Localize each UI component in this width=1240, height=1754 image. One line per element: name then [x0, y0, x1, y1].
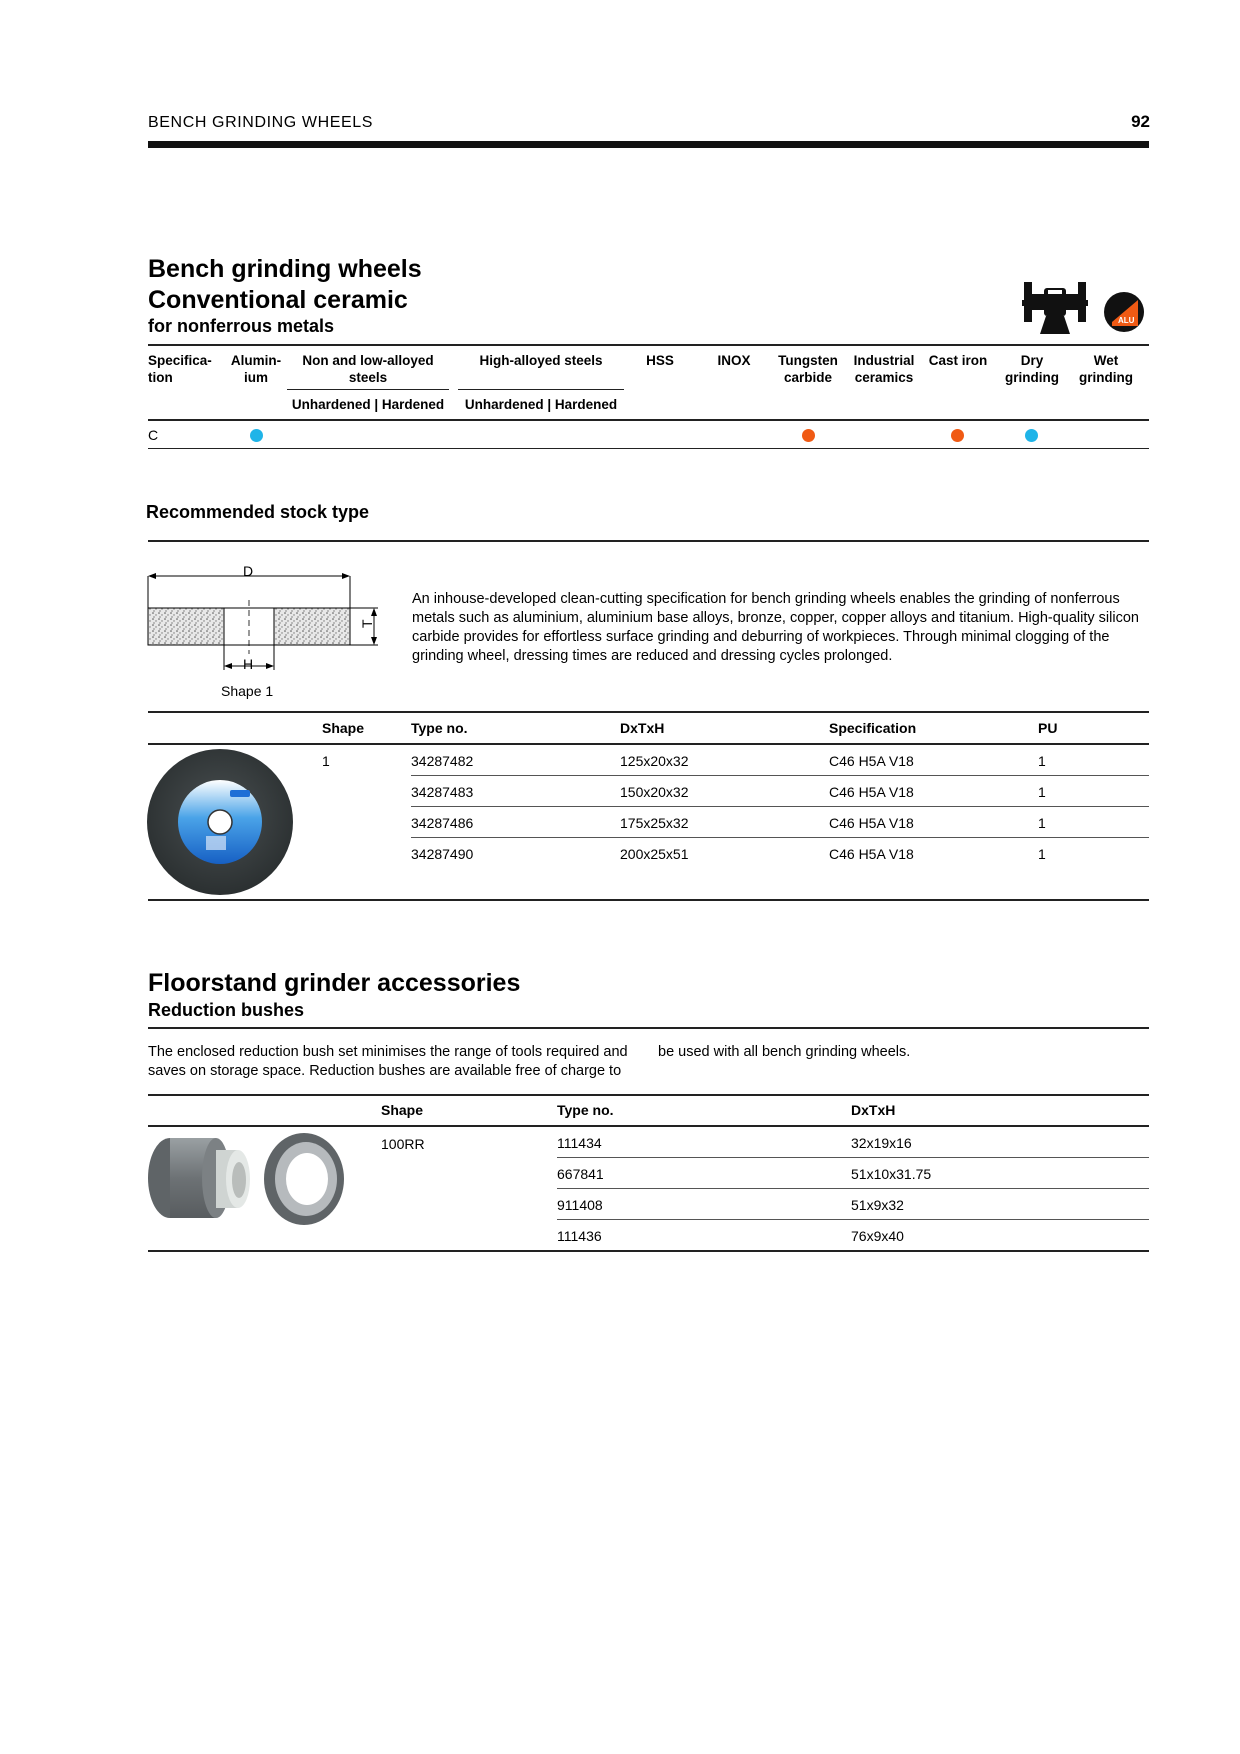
bush-row-type: 911408 [557, 1197, 603, 1213]
accessories-subtitle: Reduction bushes [148, 1000, 305, 1020]
dot-cast-iron [951, 429, 964, 442]
stock-row-dim: 175x25x32 [620, 815, 689, 831]
stock-row-divider [411, 775, 1149, 776]
col-non-low-alloyed: Non and low-alloyed steels [302, 353, 434, 385]
col-wet-grinding: Wet grinding [1079, 353, 1133, 385]
stock-row-dim: 200x25x51 [620, 846, 689, 862]
diagram-caption: Shape 1 [221, 683, 274, 699]
stock-row-pu: 1 [1038, 784, 1046, 800]
bush-table-header-rule [148, 1125, 1149, 1127]
stock-row-pu: 1 [1038, 753, 1046, 769]
running-header: BENCH GRINDING WHEELS [148, 114, 374, 131]
bush-row-type: 667841 [557, 1166, 604, 1182]
application-table-header-rule [148, 419, 1149, 421]
stock-heading: Recommended stock type [146, 502, 370, 522]
stock-row-type: 34287486 [411, 815, 474, 831]
col-tungsten-carbide: Tungsten carbide [778, 353, 838, 385]
bush-row-divider [557, 1219, 1149, 1220]
bench-grinder-icon [1022, 280, 1090, 336]
stock-row-type: 34287482 [411, 753, 474, 769]
stock-col-spec: Specification [829, 720, 917, 736]
accessories-text-col2: be used with all bench grinding wheels. [658, 1044, 911, 1060]
header-rule [148, 141, 1149, 148]
stock-row-dim: 150x20x32 [620, 784, 689, 800]
sub-rule-non-low [287, 389, 449, 390]
bush-table-top-rule [148, 1094, 1149, 1096]
stock-col-pu: PU [1038, 720, 1058, 736]
stock-row-type: 34287483 [411, 784, 474, 800]
diagram-label-h: H [243, 656, 254, 672]
stock-col-dim: DxTxH [620, 720, 665, 736]
stock-row-spec: C46 H5A V18 [829, 784, 914, 800]
bush-col-shape: Shape [381, 1102, 424, 1118]
alu-badge-label: ALU [1118, 316, 1135, 325]
col-dry-grinding: Dry grinding [1005, 353, 1059, 385]
product-title-line1: Bench grinding wheels [148, 255, 422, 283]
diagram-label-t: T [359, 619, 375, 628]
dot-dry-grinding [1025, 429, 1038, 442]
alu-badge-icon [1104, 292, 1144, 332]
stock-row-pu: 1 [1038, 815, 1046, 831]
stock-row-type: 34287490 [411, 846, 474, 862]
stock-row-divider [411, 806, 1149, 807]
sub-high-hardness: Unhardened | Hardened [464, 397, 618, 412]
bush-shape-value: 100RR [381, 1136, 425, 1152]
diagram-label-d: D [243, 563, 254, 579]
bush-row-divider [557, 1157, 1149, 1158]
accessories-heading-rule [148, 1027, 1149, 1029]
bush-row-dim: 32x19x16 [851, 1135, 912, 1151]
application-table-top-rule [148, 344, 1149, 346]
col-high-alloyed: High-alloyed steels [479, 353, 603, 368]
dot-tungsten-carbide [802, 429, 815, 442]
accessories-text-col1: The enclosed reduction bush set minimises the range of tools required and saves on storage space. Reduction bushes are available free of charge to [148, 1044, 628, 1079]
col-industrial-ceramics: Industrial ceramics [853, 353, 915, 385]
product-subtitle: for nonferrous metals [148, 316, 335, 336]
application-table-bottom-rule [148, 448, 1149, 449]
stock-row-divider [411, 837, 1149, 838]
bush-row-dim: 76x9x40 [851, 1228, 904, 1244]
accessories-title: Floorstand grinder accessories [148, 969, 521, 997]
stock-col-shape: Shape [322, 720, 365, 736]
bush-row-type: 111436 [557, 1228, 602, 1244]
bush-row-dim: 51x10x31.75 [851, 1166, 932, 1182]
sub-rule-high [458, 389, 624, 390]
product-title-line2: Conventional ceramic [148, 286, 408, 314]
dot-aluminium [250, 429, 263, 442]
stock-heading-rule [148, 540, 1149, 542]
bush-row-dim: 51x9x32 [851, 1197, 904, 1213]
shape-1-diagram [146, 558, 386, 698]
sub-non-low-hardness: Unhardened | Hardened [291, 397, 445, 412]
col-aluminium: Alumin- ium [230, 353, 282, 385]
stock-shape-value: 1 [322, 753, 330, 769]
col-specification: Specifica- tion [148, 353, 212, 385]
alu-badge [1104, 292, 1144, 332]
stock-table-top-rule [148, 711, 1149, 713]
stock-row-pu: 1 [1038, 846, 1046, 862]
row-spec-value: C [148, 427, 159, 443]
stock-table-bottom-rule [148, 899, 1149, 901]
stock-row-spec: C46 H5A V18 [829, 815, 914, 831]
col-hss: HSS [646, 353, 674, 368]
bush-table-bottom-rule [148, 1250, 1149, 1252]
stock-col-type: Type no. [411, 720, 468, 736]
stock-row-spec: C46 H5A V18 [829, 846, 914, 862]
reduction-bush-image [146, 1130, 352, 1230]
bush-row-divider [557, 1188, 1149, 1189]
bush-col-type: Type no. [557, 1102, 614, 1118]
bush-col-dim: DxTxH [851, 1102, 896, 1118]
product-title [148, 254, 422, 316]
grinding-wheel-image [146, 748, 294, 896]
col-inox: INOX [717, 353, 751, 368]
stock-row-spec: C46 H5A V18 [829, 753, 914, 769]
stock-row-dim: 125x20x32 [620, 753, 689, 769]
stock-description: An inhouse-developed clean-cutting specification for bench grinding wheels enables the grinding of nonferrous metals such as aluminium, aluminium base alloys, bronze, copper, copper alloys and titanium. High-quality silicon carbide provides for effortless surface grinding and deburring of workpieces. Through minimal clogging of the grinding wheel, dressing times are reduced and dressing cycles prolonged. [412, 591, 1139, 664]
bush-row-type: 111434 [557, 1135, 602, 1151]
stock-table-header-rule [148, 743, 1149, 745]
page-number: 92 [1131, 112, 1150, 131]
col-cast-iron: Cast iron [928, 353, 988, 368]
